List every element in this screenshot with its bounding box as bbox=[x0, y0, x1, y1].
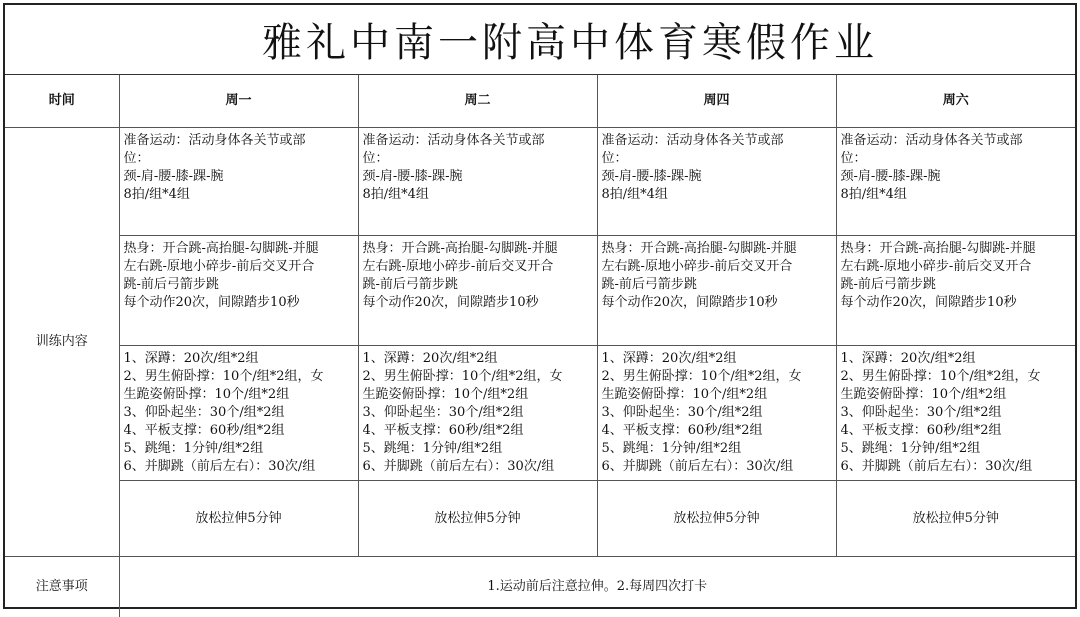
relax-cell: 放松拉伸5分钟 bbox=[119, 481, 358, 557]
text-line: 4、平板支撑：60秒/组*2组 bbox=[362, 423, 524, 438]
text-line: 2、男生俯卧撑：10个/组*2组，女 bbox=[123, 369, 324, 384]
text-line: 准备运动：活动身体各关节或部 bbox=[840, 133, 1023, 148]
text-line: 每个动作20次，间隙踏步10秒 bbox=[123, 295, 300, 310]
text-line: 6、并脚跳（前后左右）：30次/组 bbox=[601, 459, 794, 474]
text-line: 6、并脚跳（前后左右）：30次/组 bbox=[123, 459, 316, 474]
text-line: 2、男生俯卧撑：10个/组*2组，女 bbox=[840, 369, 1041, 384]
relax-cell: 放松拉伸5分钟 bbox=[358, 481, 597, 557]
text-line: 6、并脚跳（前后左右）：30次/组 bbox=[840, 459, 1033, 474]
text-line: 准备运动：活动身体各关节或部 bbox=[123, 133, 306, 148]
text-line: 位： bbox=[123, 151, 150, 166]
training-content-label: 训练内容 bbox=[5, 128, 119, 557]
warmup-cell bbox=[358, 128, 597, 236]
text-line: 5、跳绳：1分钟/组*2组 bbox=[123, 441, 264, 456]
warmup-cell bbox=[119, 128, 358, 236]
relax-row bbox=[5, 481, 1075, 557]
text-line: 热身：开合跳-高抬腿-勾脚跳-并腿 bbox=[840, 241, 1036, 256]
text-line: 准备运动：活动身体各关节或部 bbox=[601, 133, 784, 148]
text-line: 1、深蹲：20次/组*2组 bbox=[362, 351, 498, 366]
text-line: 位： bbox=[840, 151, 867, 166]
hot-cell bbox=[836, 236, 1075, 346]
header-day-mon: 周一 bbox=[119, 75, 358, 128]
hot-cell bbox=[119, 236, 358, 346]
text-line: 位： bbox=[362, 151, 389, 166]
warmup-cell bbox=[836, 128, 1075, 236]
hot-cell bbox=[358, 236, 597, 346]
text-line: 3、仰卧起坐：30个/组*2组 bbox=[123, 405, 285, 420]
training-cell bbox=[119, 346, 358, 481]
relax-cell: 放松拉伸5分钟 bbox=[597, 481, 836, 557]
text-line: 8拍/组*4组 bbox=[601, 187, 668, 202]
training-row bbox=[5, 346, 1075, 481]
text-line: 生跪姿俯卧撑：10个/组*2组 bbox=[123, 387, 290, 402]
text-line: 1、深蹲：20次/组*2组 bbox=[123, 351, 259, 366]
header-day-tue: 周二 bbox=[358, 75, 597, 128]
title-row bbox=[5, 5, 1075, 75]
text-line: 每个动作20次，间隙踏步10秒 bbox=[601, 295, 778, 310]
text-line: 生跪姿俯卧撑：10个/组*2组 bbox=[601, 387, 768, 402]
text-line: 5、跳绳：1分钟/组*2组 bbox=[840, 441, 981, 456]
warmup-cell bbox=[597, 128, 836, 236]
text-line: 5、跳绳：1分钟/组*2组 bbox=[601, 441, 742, 456]
text-line: 3、仰卧起坐：30个/组*2组 bbox=[601, 405, 763, 420]
text-line: 准备运动：活动身体各关节或部 bbox=[362, 133, 545, 148]
text-line: 8拍/组*4组 bbox=[362, 187, 429, 202]
text-line: 1、深蹲：20次/组*2组 bbox=[840, 351, 976, 366]
text-line: 位： bbox=[601, 151, 628, 166]
text-line: 3、仰卧起坐：30个/组*2组 bbox=[362, 405, 524, 420]
text-line: 左右跳-原地小碎步-前后交叉开合 bbox=[123, 259, 315, 274]
text-line: 跳-前后弓箭步跳 bbox=[601, 277, 697, 292]
text-line: 颈-肩-腰-膝-踝-腕 bbox=[601, 169, 702, 184]
text-line: 颈-肩-腰-膝-踝-腕 bbox=[123, 169, 224, 184]
homework-sheet bbox=[3, 3, 1077, 609]
text-line: 跳-前后弓箭步跳 bbox=[123, 277, 219, 292]
text-line: 颈-肩-腰-膝-踝-腕 bbox=[840, 169, 941, 184]
text-line: 8拍/组*4组 bbox=[123, 187, 190, 202]
text-line: 1、深蹲：20次/组*2组 bbox=[601, 351, 737, 366]
text-line: 每个动作20次，间隙踏步10秒 bbox=[362, 295, 539, 310]
warmup-row bbox=[5, 128, 1075, 236]
schedule-table bbox=[5, 75, 1075, 617]
text-line: 6、并脚跳（前后左右）：30次/组 bbox=[362, 459, 555, 474]
hot-cell bbox=[597, 236, 836, 346]
text-line: 跳-前后弓箭步跳 bbox=[362, 277, 458, 292]
text-line: 4、平板支撑：60秒/组*2组 bbox=[840, 423, 1002, 438]
text-line: 每个动作20次，间隙踏步10秒 bbox=[840, 295, 1017, 310]
training-cell bbox=[597, 346, 836, 481]
text-line: 左右跳-原地小碎步-前后交叉开合 bbox=[362, 259, 554, 274]
training-cell bbox=[358, 346, 597, 481]
text-line: 左右跳-原地小碎步-前后交叉开合 bbox=[840, 259, 1032, 274]
text-line: 4、平板支撑：60秒/组*2组 bbox=[601, 423, 763, 438]
text-line: 跳-前后弓箭步跳 bbox=[840, 277, 936, 292]
text-line: 生跪姿俯卧撑：10个/组*2组 bbox=[362, 387, 529, 402]
text-line: 5、跳绳：1分钟/组*2组 bbox=[362, 441, 503, 456]
header-day-sat: 周六 bbox=[836, 75, 1075, 128]
notes-label: 注意事项 bbox=[5, 557, 119, 617]
text-line: 左右跳-原地小碎步-前后交叉开合 bbox=[601, 259, 793, 274]
header-row bbox=[5, 75, 1075, 128]
header-day-thu: 周四 bbox=[597, 75, 836, 128]
notes-text: 1.运动前后注意拉伸。2.每周四次打卡 bbox=[119, 557, 1075, 617]
hot-row bbox=[5, 236, 1075, 346]
training-cell bbox=[836, 346, 1075, 481]
relax-cell: 放松拉伸5分钟 bbox=[836, 481, 1075, 557]
text-line: 生跪姿俯卧撑：10个/组*2组 bbox=[840, 387, 1007, 402]
text-line: 热身：开合跳-高抬腿-勾脚跳-并腿 bbox=[123, 241, 319, 256]
text-line: 2、男生俯卧撑：10个/组*2组，女 bbox=[362, 369, 563, 384]
text-line: 8拍/组*4组 bbox=[840, 187, 907, 202]
notes-row bbox=[5, 557, 1075, 617]
text-line: 3、仰卧起坐：30个/组*2组 bbox=[840, 405, 1002, 420]
page-title: 雅礼中南一附高中体育寒假作业 bbox=[262, 20, 878, 66]
text-line: 热身：开合跳-高抬腿-勾脚跳-并腿 bbox=[362, 241, 558, 256]
text-line: 颈-肩-腰-膝-踝-腕 bbox=[362, 169, 463, 184]
text-line: 热身：开合跳-高抬腿-勾脚跳-并腿 bbox=[601, 241, 797, 256]
text-line: 2、男生俯卧撑：10个/组*2组，女 bbox=[601, 369, 802, 384]
text-line: 4、平板支撑：60秒/组*2组 bbox=[123, 423, 285, 438]
header-time: 时间 bbox=[5, 75, 119, 128]
